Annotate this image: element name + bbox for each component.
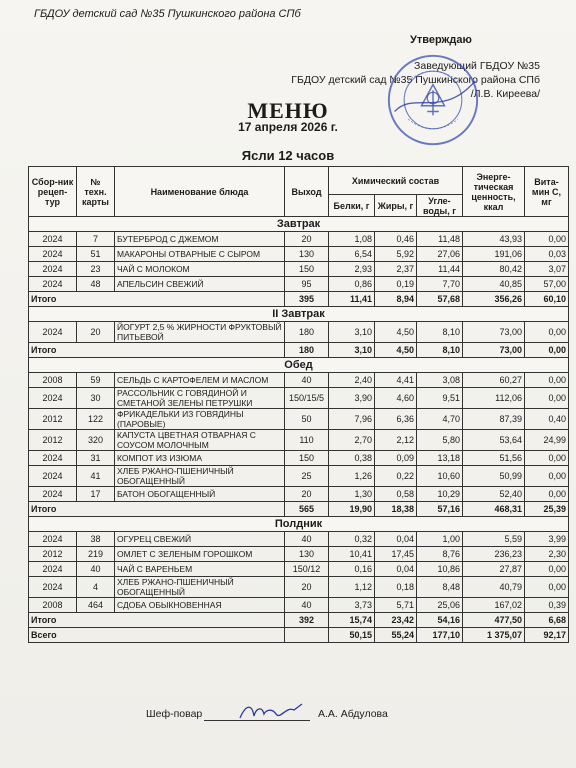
output-cell: 20 <box>285 232 329 247</box>
table-row <box>29 577 569 598</box>
carbs-cell: 3,08 <box>417 373 463 388</box>
energy-cell: 40,79 <box>463 577 525 598</box>
fat-cell: 17,45 <box>375 547 417 562</box>
energy-cell: 51,56 <box>463 451 525 466</box>
recipe-collection-cell: 2024 <box>29 277 77 292</box>
fat-cell: 4,50 <box>375 343 417 358</box>
protein-cell: 1,12 <box>329 577 375 598</box>
tech-card-cell: 20 <box>77 322 115 343</box>
vitamin-c-cell: 0,00 <box>525 562 569 577</box>
dish-name-cell: ХЛЕБ РЖАНО-ПШЕНИЧНЫЙ ОБОГАЩЕННЫЙ <box>115 577 285 598</box>
dish-name-cell: ЧАЙ С ВАРЕНЬЕМ <box>115 562 285 577</box>
grand-total-row <box>29 628 569 643</box>
table-row <box>29 598 569 613</box>
energy-cell: 5,59 <box>463 532 525 547</box>
table-row <box>29 409 569 430</box>
vitamin-c-cell: 6,68 <box>525 613 569 628</box>
output-cell: 40 <box>285 373 329 388</box>
protein-cell: 3,73 <box>329 598 375 613</box>
dish-name-cell: БУТЕРБРОД С ДЖЕМОМ <box>115 232 285 247</box>
energy-cell: 191,06 <box>463 247 525 262</box>
output-cell: 40 <box>285 532 329 547</box>
fat-cell: 0,09 <box>375 451 417 466</box>
recipe-collection-cell: 2012 <box>29 547 77 562</box>
output-cell: 150/12 <box>285 562 329 577</box>
table-row <box>29 487 569 502</box>
section-title: Обед <box>29 358 569 373</box>
vitamin-c-cell: 0,00 <box>525 487 569 502</box>
energy-cell: 112,06 <box>463 388 525 409</box>
fat-cell: 0,46 <box>375 232 417 247</box>
table-row <box>29 451 569 466</box>
protein-cell: 0,86 <box>329 277 375 292</box>
carbs-cell: 7,70 <box>417 277 463 292</box>
output-cell: 395 <box>285 292 329 307</box>
chef-signature <box>236 700 306 724</box>
energy-cell: 356,26 <box>463 292 525 307</box>
vitamin-c-cell: 3,99 <box>525 532 569 547</box>
table-row <box>29 547 569 562</box>
fat-cell: 18,38 <box>375 502 417 517</box>
tech-card-cell: 4 <box>77 577 115 598</box>
fat-cell: 4,41 <box>375 373 417 388</box>
carbs-cell: 8,10 <box>417 322 463 343</box>
table-row <box>29 232 569 247</box>
vitamin-c-cell: 0,00 <box>525 577 569 598</box>
protein-cell: 3,10 <box>329 343 375 358</box>
output-cell: 392 <box>285 613 329 628</box>
recipe-collection-cell: 2008 <box>29 598 77 613</box>
table-row <box>29 262 569 277</box>
energy-cell: 167,02 <box>463 598 525 613</box>
carbs-cell: 5,80 <box>417 430 463 451</box>
tech-card-cell: 30 <box>77 388 115 409</box>
table-row <box>29 388 569 409</box>
section-header <box>29 517 569 532</box>
fat-cell: 23,42 <box>375 613 417 628</box>
fat-cell: 0,22 <box>375 466 417 487</box>
carbs-cell: 25,06 <box>417 598 463 613</box>
dish-name-cell: ЧАЙ С МОЛОКОМ <box>115 262 285 277</box>
recipe-collection-cell: 2024 <box>29 487 77 502</box>
energy-cell: 52,40 <box>463 487 525 502</box>
dish-name-cell: РАССОЛЬНИК С ГОВЯДИНОЙ И СМЕТАНОЙ ЗЕЛЕНЫ ПЕТРУШКИ <box>115 388 285 409</box>
energy-cell: 73,00 <box>463 343 525 358</box>
vitamin-c-cell: 0,00 <box>525 466 569 487</box>
dish-name-cell: ОГУРЕЦ СВЕЖИЙ <box>115 532 285 547</box>
protein-cell: 50,15 <box>329 628 375 643</box>
vitamin-c-cell: 0,00 <box>525 322 569 343</box>
table-row <box>29 466 569 487</box>
protein-cell: 1,30 <box>329 487 375 502</box>
recipe-collection-cell: 2024 <box>29 577 77 598</box>
protein-cell: 2,93 <box>329 262 375 277</box>
col-fat: Жиры, г <box>375 195 417 217</box>
total-label: Итого <box>29 502 285 517</box>
carbs-cell: 27,06 <box>417 247 463 262</box>
output-cell: 130 <box>285 547 329 562</box>
carbs-cell: 1,00 <box>417 532 463 547</box>
fat-cell: 4,60 <box>375 388 417 409</box>
protein-cell: 11,41 <box>329 292 375 307</box>
output-cell <box>285 628 329 643</box>
total-row <box>29 502 569 517</box>
vitamin-c-cell: 3,07 <box>525 262 569 277</box>
total-label: Итого <box>29 613 285 628</box>
tech-card-cell: 40 <box>77 562 115 577</box>
col-vitamin-c: Вита-мин С, мг <box>525 167 569 217</box>
section-title: Завтрак <box>29 217 569 232</box>
table-row <box>29 532 569 547</box>
total-row <box>29 292 569 307</box>
vitamin-c-cell: 60,10 <box>525 292 569 307</box>
output-cell: 150 <box>285 451 329 466</box>
fat-cell: 2,37 <box>375 262 417 277</box>
fat-cell: 0,18 <box>375 577 417 598</box>
energy-cell: 87,39 <box>463 409 525 430</box>
output-cell: 110 <box>285 430 329 451</box>
dish-name-cell: ОМЛЕТ С ЗЕЛЕНЫМ ГОРОШКОМ <box>115 547 285 562</box>
approver-name: /Л.В. Киреева/ <box>470 88 540 100</box>
fat-cell: 5,71 <box>375 598 417 613</box>
tech-card-cell: 41 <box>77 466 115 487</box>
carbs-cell: 4,70 <box>417 409 463 430</box>
energy-cell: 236,23 <box>463 547 525 562</box>
total-label: Итого <box>29 343 285 358</box>
chef-name: А.А. Абдулова <box>318 708 388 720</box>
group-name: Ясли 12 часов <box>241 148 335 163</box>
energy-cell: 50,99 <box>463 466 525 487</box>
table-row <box>29 373 569 388</box>
protein-cell: 1,26 <box>329 466 375 487</box>
dish-name-cell: БАТОН ОБОГАЩЕННЫЙ <box>115 487 285 502</box>
table-row <box>29 247 569 262</box>
energy-cell: 43,93 <box>463 232 525 247</box>
fat-cell: 5,92 <box>375 247 417 262</box>
vitamin-c-cell: 0,00 <box>525 388 569 409</box>
organization-name: ГБДОУ детский сад №35 Пушкинского района СПб <box>34 8 301 20</box>
energy-cell: 60,27 <box>463 373 525 388</box>
energy-cell: 80,42 <box>463 262 525 277</box>
energy-cell: 1 375,07 <box>463 628 525 643</box>
tech-card-cell: 31 <box>77 451 115 466</box>
tech-card-cell: 38 <box>77 532 115 547</box>
fat-cell: 0,04 <box>375 562 417 577</box>
col-energy: Энерге-тическая ценность, ккал <box>463 167 525 217</box>
energy-cell: 27,87 <box>463 562 525 577</box>
fat-cell: 0,19 <box>375 277 417 292</box>
dish-name-cell: МАКАРОНЫ ОТВАРНЫЕ С СЫРОМ <box>115 247 285 262</box>
output-cell: 25 <box>285 466 329 487</box>
output-cell: 150 <box>285 262 329 277</box>
recipe-collection-cell: 2024 <box>29 232 77 247</box>
tech-card-cell: 7 <box>77 232 115 247</box>
fat-cell: 55,24 <box>375 628 417 643</box>
energy-cell: 73,00 <box>463 322 525 343</box>
recipe-collection-cell: 2012 <box>29 409 77 430</box>
approver-position: Заведующий ГБДОУ №35 <box>414 60 540 72</box>
section-header <box>29 307 569 322</box>
vitamin-c-cell: 0,40 <box>525 409 569 430</box>
dish-name-cell: КОМПОТ ИЗ ИЗЮМА <box>115 451 285 466</box>
dish-name-cell: ХЛЕБ РЖАНО-ПШЕНИЧНЫЙ ОБОГАЩЕННЫЙ <box>115 466 285 487</box>
recipe-collection-cell: 2024 <box>29 262 77 277</box>
carbs-cell: 177,10 <box>417 628 463 643</box>
tech-card-cell: 464 <box>77 598 115 613</box>
protein-cell: 10,41 <box>329 547 375 562</box>
document-title: МЕНЮ <box>247 98 329 123</box>
total-row <box>29 613 569 628</box>
protein-cell: 6,54 <box>329 247 375 262</box>
dish-name-cell: СДОБА ОБЫКНОВЕННАЯ <box>115 598 285 613</box>
col-protein: Белки, г <box>329 195 375 217</box>
approver-organization: ГБДОУ детский сад №35 Пушкинского района СПб <box>291 74 540 86</box>
table-row <box>29 430 569 451</box>
col-recipe-collection: Сбор-ник рецеп-тур <box>29 167 77 217</box>
vitamin-c-cell: 2,30 <box>525 547 569 562</box>
carbs-cell: 10,60 <box>417 466 463 487</box>
protein-cell: 0,32 <box>329 532 375 547</box>
vitamin-c-cell: 0,00 <box>525 451 569 466</box>
section-header <box>29 358 569 373</box>
tech-card-cell: 17 <box>77 487 115 502</box>
carbs-cell: 54,16 <box>417 613 463 628</box>
table-row <box>29 277 569 292</box>
energy-cell: 468,31 <box>463 502 525 517</box>
recipe-collection-cell: 2024 <box>29 532 77 547</box>
protein-cell: 3,90 <box>329 388 375 409</box>
fat-cell: 0,58 <box>375 487 417 502</box>
protein-cell: 1,08 <box>329 232 375 247</box>
vitamin-c-cell: 57,00 <box>525 277 569 292</box>
output-cell: 20 <box>285 577 329 598</box>
col-chemical-composition: Химический состав <box>329 167 463 195</box>
recipe-collection-cell: 2024 <box>29 247 77 262</box>
dish-name-cell: КАПУСТА ЦВЕТНАЯ ОТВАРНАЯ С СОУСОМ МОЛОЧНЫМ <box>115 430 285 451</box>
vitamin-c-cell: 25,39 <box>525 502 569 517</box>
carbs-cell: 8,10 <box>417 343 463 358</box>
fat-cell: 0,04 <box>375 532 417 547</box>
recipe-collection-cell: 2024 <box>29 322 77 343</box>
menu-date: 17 апреля 2026 г. <box>238 120 338 134</box>
dish-name-cell: СЕЛЬДЬ С КАРТОФЕЛЕМ И МАСЛОМ <box>115 373 285 388</box>
carbs-cell: 8,76 <box>417 547 463 562</box>
carbs-cell: 9,51 <box>417 388 463 409</box>
protein-cell: 2,40 <box>329 373 375 388</box>
protein-cell: 15,74 <box>329 613 375 628</box>
chef-label: Шеф-повар <box>146 708 203 720</box>
dish-name-cell: ЙОГУРТ 2,5 % ЖИРНОСТИ ФРУКТОВЫЙ ПИТЬЕВОЙ <box>115 322 285 343</box>
tech-card-cell: 122 <box>77 409 115 430</box>
recipe-collection-cell: 2012 <box>29 430 77 451</box>
protein-cell: 19,90 <box>329 502 375 517</box>
col-tech-card: № техн. карты <box>77 167 115 217</box>
tech-card-cell: 48 <box>77 277 115 292</box>
approve-heading: Утверждаю <box>410 34 472 46</box>
protein-cell: 0,38 <box>329 451 375 466</box>
tech-card-cell: 320 <box>77 430 115 451</box>
output-cell: 95 <box>285 277 329 292</box>
section-title: Полдник <box>29 517 569 532</box>
vitamin-c-cell: 0,00 <box>525 373 569 388</box>
recipe-collection-cell: 2024 <box>29 562 77 577</box>
vitamin-c-cell: 0,00 <box>525 232 569 247</box>
protein-cell: 7,96 <box>329 409 375 430</box>
recipe-collection-cell: 2008 <box>29 373 77 388</box>
carbs-cell: 11,48 <box>417 232 463 247</box>
recipe-collection-cell: 2024 <box>29 388 77 409</box>
vitamin-c-cell: 0,03 <box>525 247 569 262</box>
carbs-cell: 11,44 <box>417 262 463 277</box>
dish-name-cell: ФРИКАДЕЛЬКИ ИЗ ГОВЯДИНЫ (ПАРОВЫЕ) <box>115 409 285 430</box>
energy-cell: 477,50 <box>463 613 525 628</box>
output-cell: 180 <box>285 343 329 358</box>
tech-card-cell: 23 <box>77 262 115 277</box>
grand-total-label: Всего <box>29 628 285 643</box>
col-output: Выход <box>285 167 329 217</box>
vitamin-c-cell: 0,39 <box>525 598 569 613</box>
output-cell: 40 <box>285 598 329 613</box>
tech-card-cell: 59 <box>77 373 115 388</box>
tech-card-cell: 51 <box>77 247 115 262</box>
protein-cell: 3,10 <box>329 322 375 343</box>
carbs-cell: 57,68 <box>417 292 463 307</box>
protein-cell: 0,16 <box>329 562 375 577</box>
total-row <box>29 343 569 358</box>
col-dish-name: Наименование блюда <box>115 167 285 217</box>
output-cell: 50 <box>285 409 329 430</box>
fat-cell: 8,94 <box>375 292 417 307</box>
carbs-cell: 57,16 <box>417 502 463 517</box>
dish-name-cell: АПЕЛЬСИН СВЕЖИЙ <box>115 277 285 292</box>
vitamin-c-cell: 24,99 <box>525 430 569 451</box>
vitamin-c-cell: 92,17 <box>525 628 569 643</box>
tech-card-cell: 219 <box>77 547 115 562</box>
carbs-cell: 13,18 <box>417 451 463 466</box>
carbs-cell: 10,29 <box>417 487 463 502</box>
col-carbs: Угле-воды, г <box>417 195 463 217</box>
recipe-collection-cell: 2024 <box>29 451 77 466</box>
energy-cell: 53,64 <box>463 430 525 451</box>
protein-cell: 2,70 <box>329 430 375 451</box>
output-cell: 180 <box>285 322 329 343</box>
section-header <box>29 217 569 232</box>
output-cell: 565 <box>285 502 329 517</box>
output-cell: 130 <box>285 247 329 262</box>
menu-table <box>28 166 569 643</box>
total-label: Итого <box>29 292 285 307</box>
recipe-collection-cell: 2024 <box>29 466 77 487</box>
carbs-cell: 8,48 <box>417 577 463 598</box>
energy-cell: 40,85 <box>463 277 525 292</box>
vitamin-c-cell: 0,00 <box>525 343 569 358</box>
table-row <box>29 322 569 343</box>
output-cell: 150/15/5 <box>285 388 329 409</box>
table-row <box>29 562 569 577</box>
carbs-cell: 10,86 <box>417 562 463 577</box>
fat-cell: 2,12 <box>375 430 417 451</box>
output-cell: 20 <box>285 487 329 502</box>
fat-cell: 4,50 <box>375 322 417 343</box>
fat-cell: 6,36 <box>375 409 417 430</box>
section-title: II Завтрак <box>29 307 569 322</box>
